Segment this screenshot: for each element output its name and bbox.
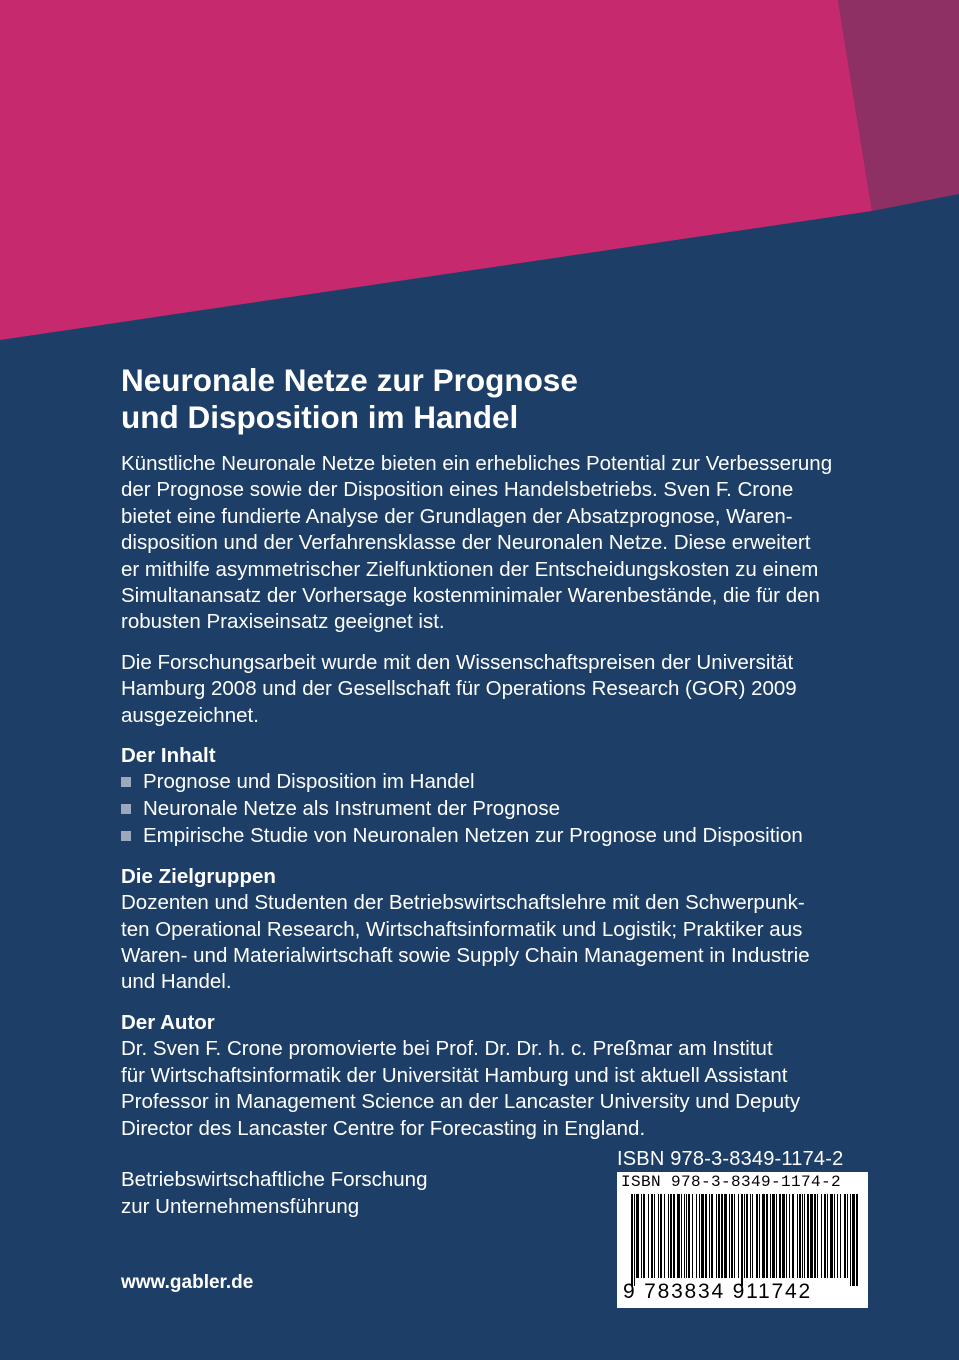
barcode-bar	[779, 1194, 781, 1278]
autor-line: Professor in Management Science an der Lancaster University und Deputy	[121, 1090, 801, 1114]
barcode-bar	[799, 1194, 801, 1278]
list-item	[121, 769, 881, 796]
barcode-bar	[852, 1194, 855, 1286]
barcode-bar	[648, 1194, 649, 1278]
barcode-bar	[750, 1194, 751, 1278]
barcode-bar	[631, 1194, 633, 1286]
title-line-2: und Disposition im Handel	[121, 399, 519, 435]
barcode-bar	[668, 1194, 669, 1278]
barcode-bar	[786, 1194, 787, 1278]
barcode-bar	[834, 1194, 835, 1278]
barcode-bar	[729, 1194, 730, 1278]
awards-line: Die Forschungsarbeit wurde mit den Wissenschaftspreisen der Universität	[121, 650, 794, 674]
barcode-bar	[692, 1194, 693, 1278]
zielgruppen-line: Dozenten und Studenten der Betriebswirtschaftslehre mit den Schwerpunk-	[121, 891, 805, 915]
list-item	[121, 796, 881, 823]
inhalt-heading: Der Inhalt	[121, 744, 216, 768]
intro-line: bietet eine fundierte Analyse der Grundlagen der Absatzprognose, Waren-	[121, 504, 793, 528]
autor-paragraph	[121, 1036, 881, 1142]
barcode-bar	[807, 1194, 809, 1278]
zielgruppen-line: Waren- und Materialwirtschaft sowie Supply Chain Management in Industrie	[121, 944, 810, 968]
back-cover-text	[121, 362, 881, 1142]
intro-line: er mithilfe asymmetrischer Zielfunktionen der Entscheidungskosten zu einem	[121, 557, 819, 581]
intro-line: disposition und der Verfahrensklasse der Neuronalen Netze. Diese erweitert	[121, 531, 811, 555]
barcode-bar	[660, 1194, 662, 1278]
barcode-bar	[840, 1194, 841, 1278]
barcode-bar	[824, 1194, 826, 1278]
autor-line: für Wirtschaftsinformatik der Universität Hamburg und ist aktuell Assistant	[121, 1063, 788, 1087]
barcode-bar	[721, 1194, 723, 1278]
series-line-2: zur Unternehmensführung	[121, 1195, 360, 1218]
barcode-bar	[641, 1194, 642, 1278]
barcode-bar	[701, 1194, 704, 1278]
isbn-mono-text: ISBN 978-3-8349-1174-2	[621, 1173, 842, 1191]
autor-line: Director des Lancaster Centre for Forecasting in England.	[121, 1116, 646, 1140]
barcode-bar	[856, 1194, 858, 1286]
intro-line: robusten Praxiseinsatz geeignet ist.	[121, 610, 445, 634]
barcode-bar	[716, 1194, 717, 1278]
barcode-bar	[718, 1194, 720, 1278]
awards-line: ausgezeichnet.	[121, 703, 259, 727]
inhalt-list	[121, 769, 881, 849]
barcode-bar	[746, 1194, 748, 1278]
zielgruppen-line: und Handel.	[121, 970, 232, 994]
barcode-bar	[756, 1194, 758, 1278]
zielgruppen-heading: Die Zielgruppen	[121, 864, 276, 888]
book-title	[121, 362, 881, 436]
intro-line: Künstliche Neuronale Netze bieten ein erhebliches Potential zur Verbesserung	[121, 452, 833, 475]
barcode-bar	[776, 1194, 777, 1278]
barcode-bar	[651, 1194, 653, 1278]
barcode-bar	[827, 1194, 828, 1278]
barcode-bar	[741, 1194, 743, 1286]
barcode-bar	[643, 1194, 645, 1278]
barcode-bar	[766, 1194, 768, 1278]
barcode-bar	[705, 1194, 707, 1278]
zielgruppen-paragraph	[121, 890, 881, 996]
title-line-1: Neuronale Netze zur Prognose	[121, 362, 578, 398]
barcode-bar	[782, 1194, 785, 1278]
barcode	[617, 1172, 868, 1308]
barcode-bar	[830, 1194, 833, 1278]
ean-digits: 9 783834 911742	[623, 1280, 812, 1303]
barcode-bar	[821, 1194, 822, 1278]
barcode-bar	[810, 1194, 813, 1278]
intro-line: der Prognose sowie der Disposition eines Handelsbetriebs. Sven F. Crone	[121, 478, 794, 502]
list-item-label: Prognose und Disposition im Handel	[143, 770, 475, 794]
barcode-bar	[636, 1194, 639, 1278]
barcode-bar	[738, 1194, 739, 1278]
publisher-website: www.gabler.de	[121, 1272, 254, 1293]
intro-paragraph	[121, 451, 881, 636]
barcode-bar	[731, 1194, 733, 1278]
barcode-bar	[847, 1194, 848, 1278]
zielgruppen-line: ten Operational Research, Wirtschaftsinformatik und Logistik; Praktiker aus	[121, 917, 803, 941]
square-bullet-icon	[121, 804, 131, 814]
barcode-bar	[789, 1194, 790, 1278]
barcode-bar	[711, 1194, 713, 1278]
barcode-bar	[744, 1194, 745, 1278]
barcode-bar	[797, 1194, 798, 1278]
square-bullet-icon	[121, 831, 131, 841]
barcode-bar	[759, 1194, 760, 1278]
barcode-bar	[802, 1194, 803, 1278]
barcode-bar	[804, 1194, 805, 1278]
barcode-bar	[770, 1194, 771, 1278]
barcode-bar	[772, 1194, 775, 1278]
square-bullet-icon	[121, 777, 131, 787]
barcode-bar	[752, 1194, 753, 1278]
barcode-bar	[664, 1194, 665, 1278]
intro-line: Simultanansatz der Vorhersage kostenminimaler Warenbestände, die für den	[121, 584, 820, 608]
list-item	[121, 823, 881, 850]
barcode-bar	[684, 1194, 685, 1278]
barcode-bar	[673, 1194, 675, 1278]
isbn-label: ISBN 978-3-8349-1174-2	[617, 1148, 844, 1170]
barcode-bar	[762, 1194, 765, 1278]
barcode-bar	[850, 1194, 851, 1286]
barcode-bar	[734, 1194, 735, 1278]
series-line-1: Betriebswirtschaftliche Forschung	[121, 1168, 428, 1191]
awards-line: Hamburg 2008 und der Gesellschaft für Operations Research (GOR) 2009	[121, 677, 797, 701]
awards-paragraph	[121, 650, 881, 729]
barcode-bar	[677, 1194, 680, 1278]
barcode-bar	[654, 1194, 655, 1278]
autor-heading: Der Autor	[121, 1010, 215, 1034]
barcode-bar	[792, 1194, 794, 1278]
barcode-bar	[709, 1194, 710, 1278]
barcode-bar	[688, 1194, 690, 1278]
barcode-bar	[658, 1194, 659, 1278]
barcode-bar	[837, 1194, 838, 1278]
list-item-label: Neuronale Netze als Instrument der Prognose	[143, 797, 561, 821]
barcode-bar	[634, 1194, 635, 1286]
barcode-bar	[724, 1194, 727, 1278]
autor-line: Dr. Sven F. Crone promovierte bei Prof. Dr. Dr. h. c. Preßmar am Institut	[121, 1037, 773, 1061]
barcode-bar	[670, 1194, 672, 1278]
barcode-bar	[844, 1194, 846, 1278]
list-item-label: Empirische Studie von Neuronalen Netzen zur Prognose und Disposition	[143, 824, 803, 848]
barcode-bar	[814, 1194, 816, 1278]
series-name	[121, 1166, 428, 1220]
barcode-bar	[681, 1194, 682, 1278]
barcode-bar	[696, 1194, 697, 1278]
barcode-bar	[817, 1194, 818, 1278]
barcode-bar	[699, 1194, 700, 1278]
barcode-bar	[686, 1194, 687, 1278]
